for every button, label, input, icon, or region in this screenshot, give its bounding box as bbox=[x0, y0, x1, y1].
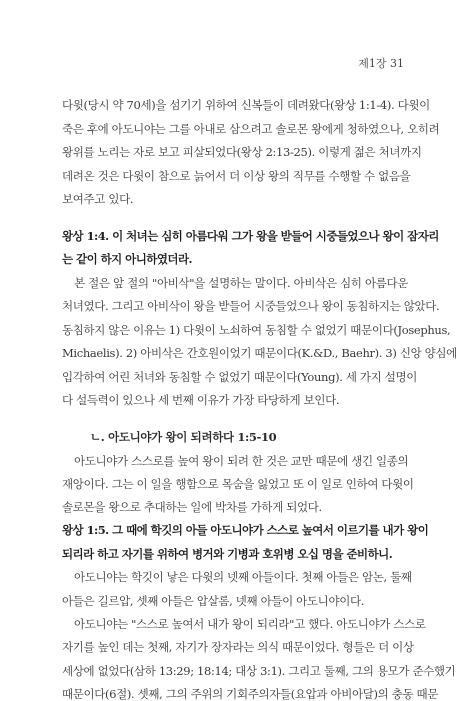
body-line: 때문이다(6절). 셋째, 그의 주위의 기회주의자들(요압과 아비아달)의 충동 때문 bbox=[62, 687, 439, 701]
running-header: 제1장 31 bbox=[358, 57, 404, 70]
body-line: 다 설득력이 있으나 세 번째 이유가 가장 타당하게 보인다. bbox=[62, 393, 340, 407]
body-line: 솔로몬을 왕으로 추대하는 일에 박차를 가하게 되었다. bbox=[62, 500, 322, 514]
verse-heading-line: 되리라 하고 자기를 위하여 병거와 기병과 호위병 오십 명을 준비하니. bbox=[62, 547, 393, 561]
section-subheading: ㄴ. 아도니야가 왕이 되려하다 1:5-10 bbox=[90, 430, 277, 444]
body-line: 보여주고 있다. bbox=[62, 192, 134, 206]
body-line: 죽은 후에 아도니야는 그를 아내로 삼으려고 솔로몬 왕에게 청하였으나, 오히려 bbox=[62, 122, 440, 136]
body-line: 아도니야는 학깃이 낳은 다윗의 넷째 아들이다. 첫째 아들은 암논, 둘째 bbox=[74, 570, 412, 584]
body-line: 재앙이다. 그는 이 일을 행함으로 목숨을 잃었고 또 이 일로 인하여 다윗이 bbox=[62, 477, 414, 491]
body-line: 아들은 길르압, 셋째 아들은 압살롬, 넷째 아들이 아도니야이다. bbox=[62, 594, 365, 608]
body-line: 아도니야는 "스스로 높여서 내가 왕이 되리라"고 했다. 아도니야가 스스로 bbox=[74, 617, 426, 631]
verse-heading-line: 는 같이 하지 아니하였더라. bbox=[62, 252, 192, 266]
body-line: 데려온 것은 다윗이 참으로 늙어서 더 이상 왕의 직무를 수행할 수 없음을 bbox=[62, 169, 411, 183]
body-line: 세상에 없었다(삼하 13:29; 18:14; 대상 3:1). 그리고 둘째, 그의 용모가 준수했기 bbox=[62, 664, 456, 678]
body-line: 처녀였다. 그리고 아비삭이 왕을 받들어 시중들었으나 왕이 동침하지는 않았다. bbox=[62, 299, 440, 313]
body-line: Michaelis). 2) 아비삭은 간호원이었기 때문이다(K.&D., Baehr). 3) 신앙 양심에 bbox=[62, 346, 457, 360]
body-line: 본 절은 앞 절의 "아비삭"을 설명하는 말이다. 아비삭은 심히 아름다운 bbox=[74, 276, 408, 290]
body-line: 왕위를 노리는 자로 보고 피살되었다(왕상 2:13-25). 이렇게 젊은 처녀까지 bbox=[62, 145, 422, 159]
verse-heading-line: 왕상 1:5. 그 때에 학깃의 아들 아도니야가 스스로 높여서 이르기를 내가 왕이 bbox=[62, 523, 429, 537]
verse-heading-line: 왕상 1:4. 이 처녀는 심히 아름다워 그가 왕을 받들어 시중들었으나 왕이 잠자리 bbox=[62, 229, 439, 243]
body-line: 동침하지 않은 이유는 1) 다윗이 노쇠하여 동침할 수 없었기 때문이다(Josephus, bbox=[62, 323, 451, 337]
body-line: 다윗(당시 약 70세)을 섬기기 위하여 신복들이 데려왔다(왕상 1:1-4). 다윗이 bbox=[62, 98, 430, 112]
body-line: 아도니야가 스스로를 높여 왕이 되려 한 것은 교만 때문에 생긴 일종의 bbox=[74, 454, 409, 468]
body-line: 입각하여 어린 처녀와 동침할 수 없었기 때문이다(Young). 세 가지 설명이 bbox=[62, 370, 418, 384]
body-line: 자기를 높인 데는 첫째, 자기가 장자라는 의식 때문이었다. 형들은 더 이상 bbox=[62, 640, 414, 654]
